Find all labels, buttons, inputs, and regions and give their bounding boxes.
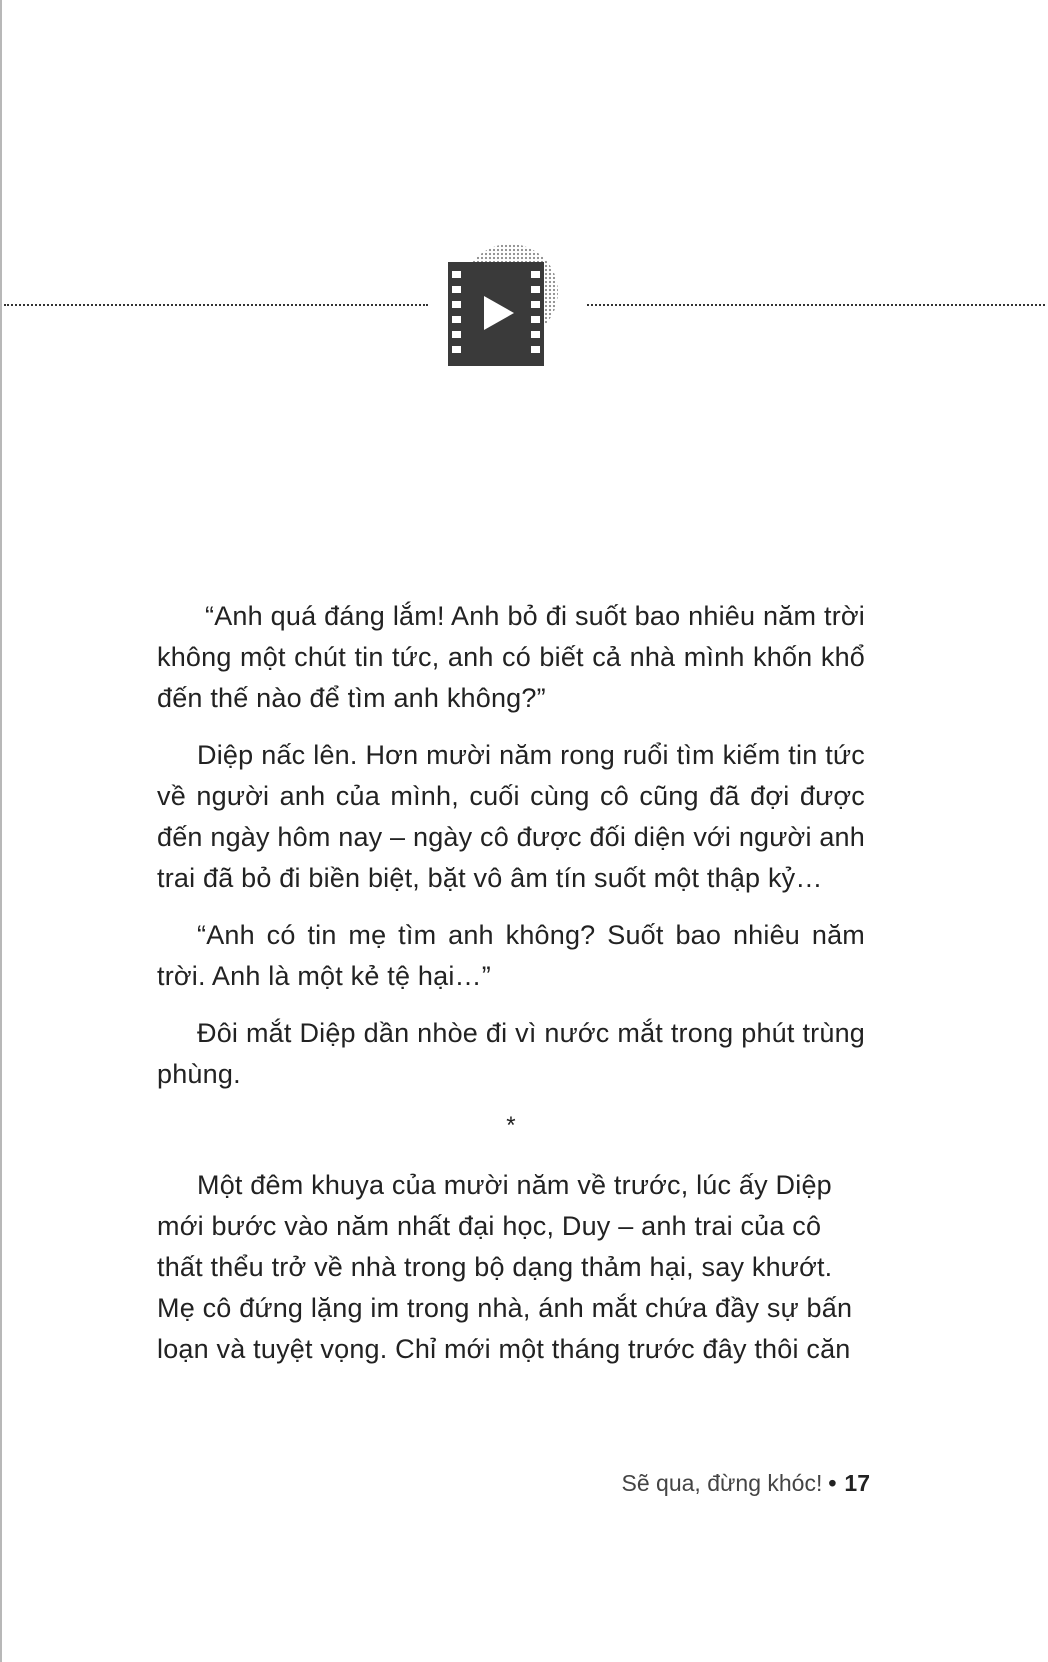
scene-break: *	[506, 1112, 516, 1139]
paragraph: “Anh có tin mẹ tìm anh không? Suốt bao nhiêu năm trời. Anh là một kẻ tệ hại…”	[157, 920, 865, 991]
paragraph: Một đêm khuya của mười năm về trước, lúc ấy Diệp mới bước vào năm nhất đại học, Duy – anh trai của cô thất thểu trở về nhà trong bộ dạng thảm hại, say khướt. Mẹ cô đứng lặng im trong nhà, ánh mắt chứa đầy sự bấn loạn và tuyệt vọng. Chỉ mới một tháng trước đây thôi căn	[157, 1170, 853, 1364]
page-number: 17	[844, 1470, 870, 1496]
paragraph: Đôi mắt Diệp dần nhòe đi vì nước mắt trong phút trùng phùng.	[157, 1018, 865, 1089]
paragraph: Diệp nấc lên. Hơn mười năm rong ruổi tìm kiếm tin tức về người anh của mình, cuối cùng cô cũng đã đợi được đến ngày hôm nay – ngày cô được đối diện với người anh trai đã bỏ đi biền biệt, bặt vô âm tín suốt một thập kỷ…	[157, 740, 865, 893]
dotted-rule-left	[4, 304, 428, 306]
chapter-body	[157, 596, 865, 1386]
film-strip-play-icon	[448, 244, 570, 368]
dotted-rule-right	[587, 304, 1045, 306]
chapter-ornament	[0, 230, 1048, 370]
paragraph: “Anh quá đáng lắm! Anh bỏ đi suốt bao nhiêu năm trời không một chút tin tức, anh có biết cả nhà mình khốn khổ đến thế nào để tìm anh không?”	[157, 601, 865, 713]
running-book-title: Sẽ qua, đừng khóc!	[621, 1470, 823, 1496]
page-footer	[622, 1470, 870, 1497]
footer-bullet: •	[828, 1470, 837, 1496]
